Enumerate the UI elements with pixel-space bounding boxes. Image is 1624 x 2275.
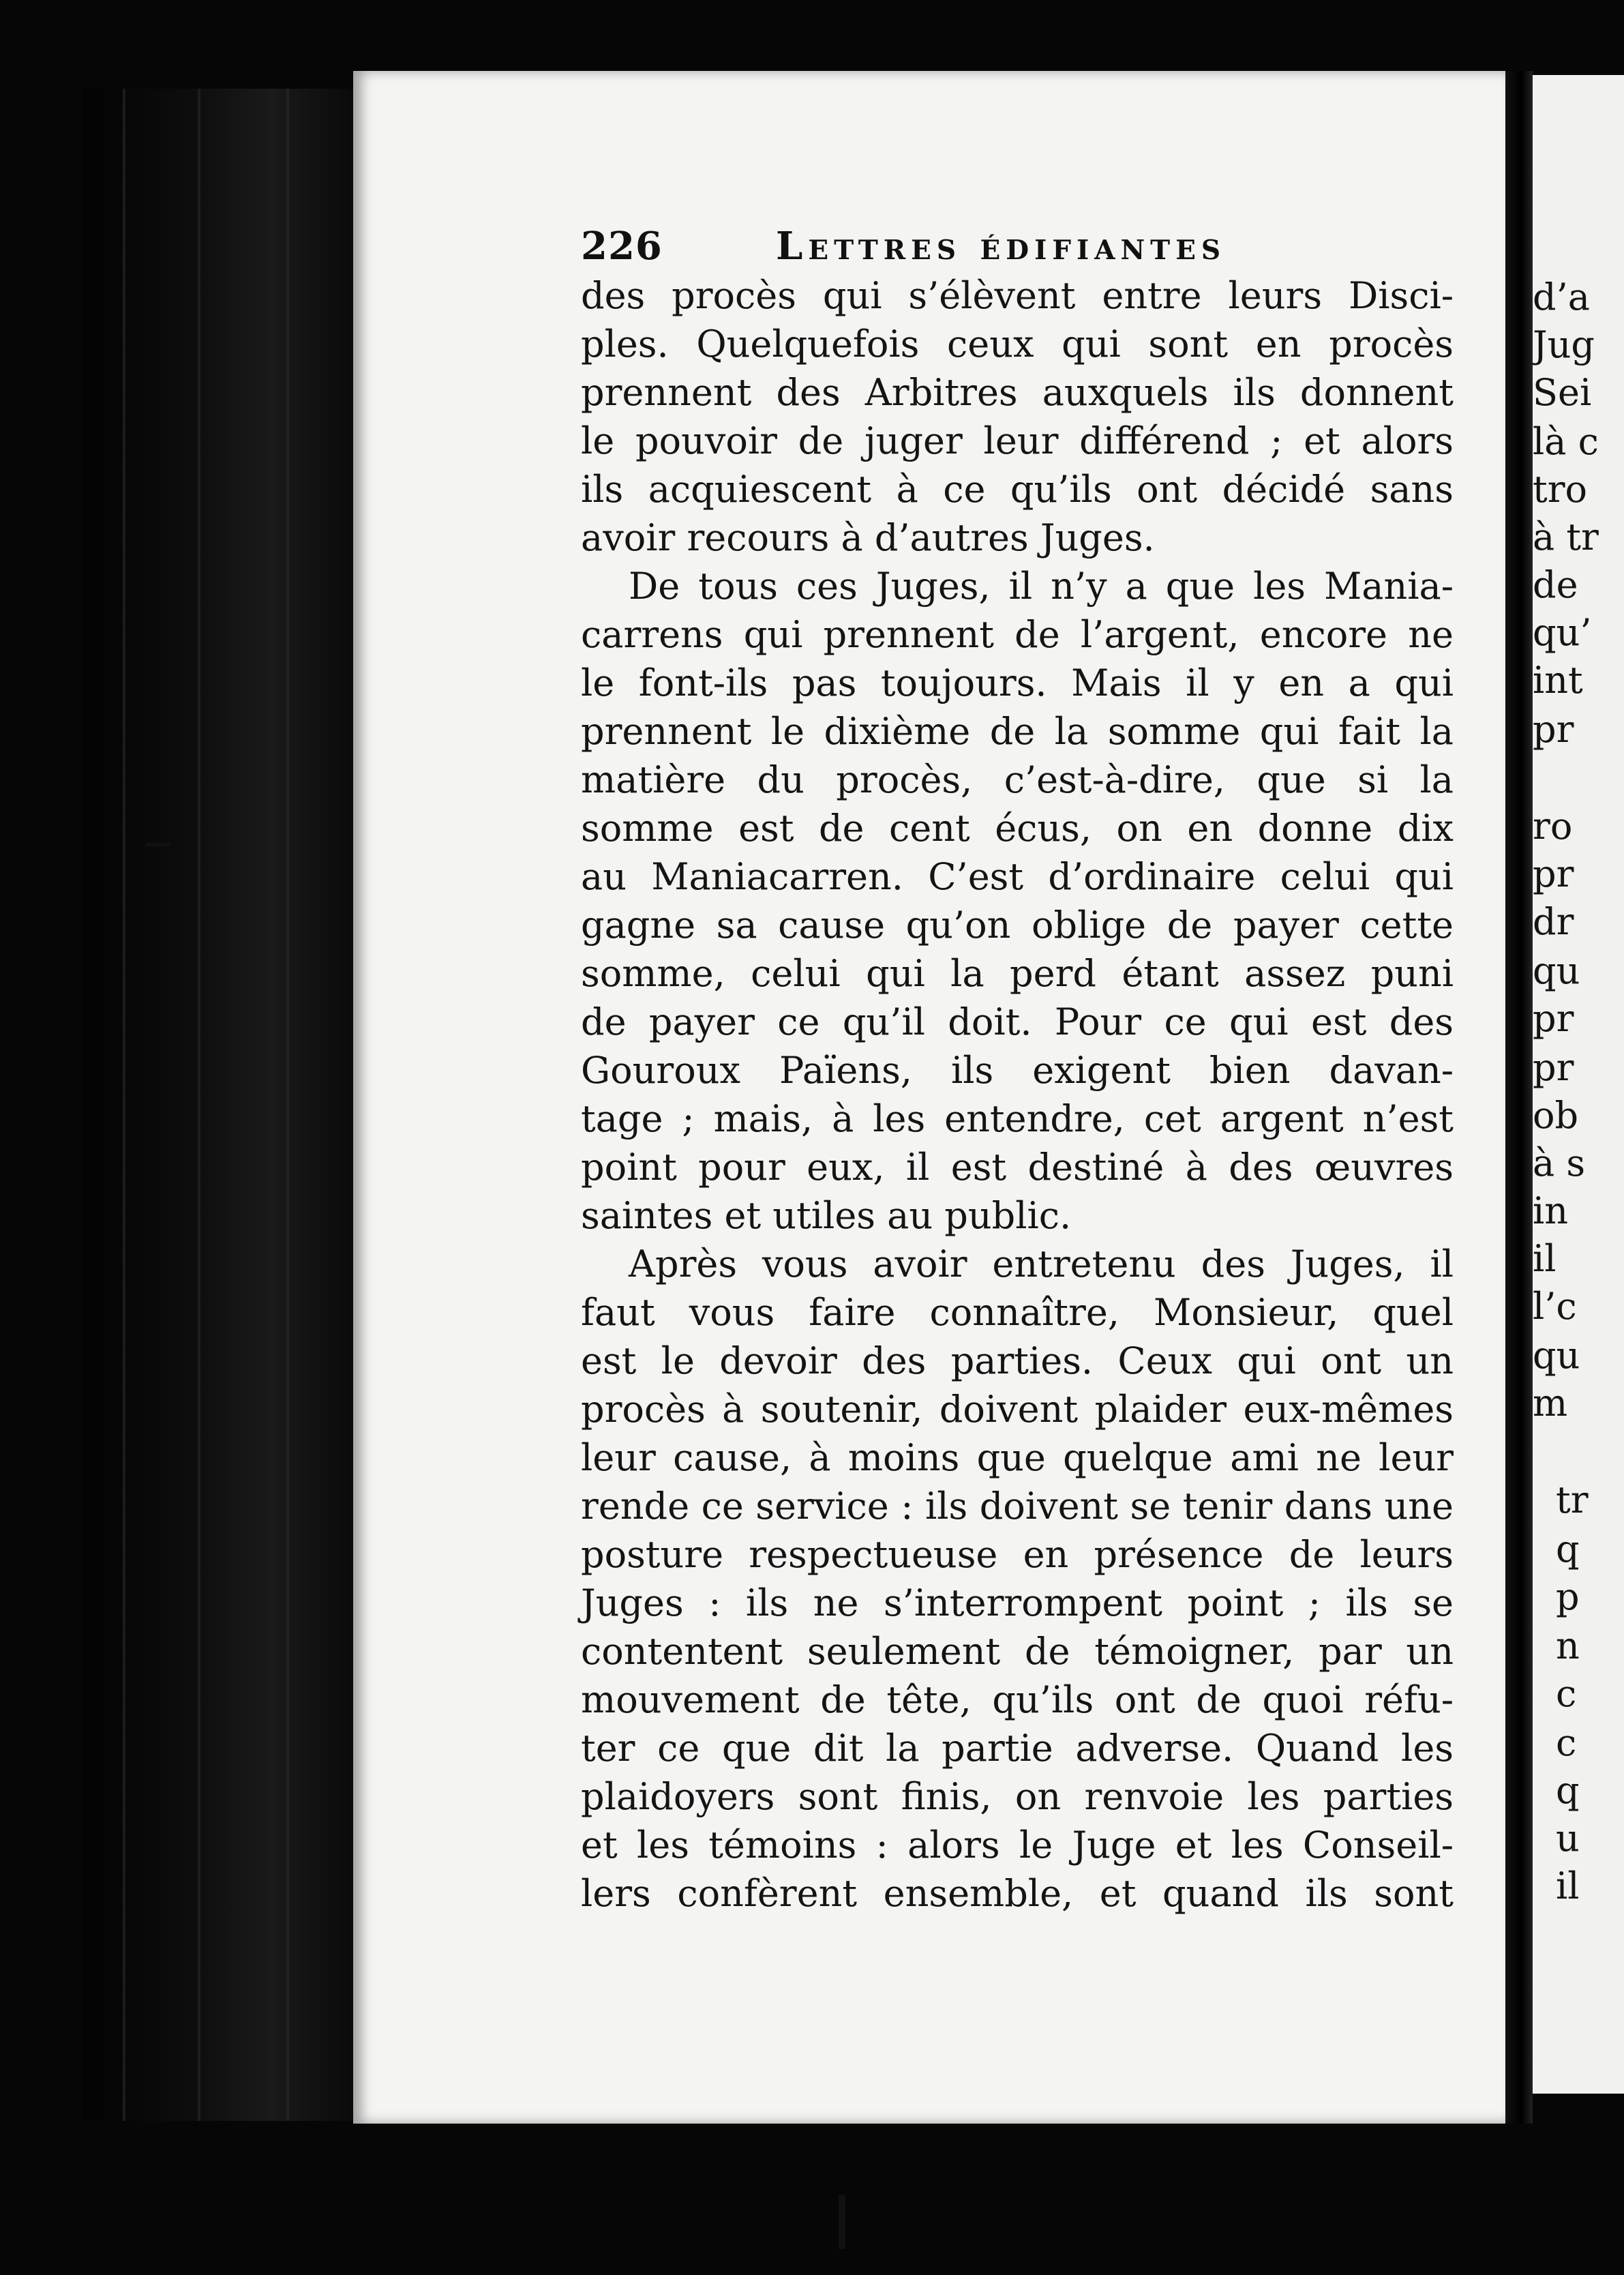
text-line: avoir recours à d’autres Juges. — [581, 516, 1155, 559]
text-line: des procès qui s’élèvent entre leurs Disci- — [581, 274, 1454, 317]
facing-page-fragment: Sei — [1533, 371, 1592, 414]
facing-page-fragment: pr — [1533, 997, 1574, 1040]
text-line: le font-ils pas toujours. Mais il y en a qui — [581, 661, 1454, 704]
text-line: lers confèrent ensemble, et quand ils sont — [581, 1872, 1454, 1915]
text-line: leur cause, à moins que quelque ami ne leur — [581, 1436, 1454, 1479]
book-title: Lettres édifiantes — [776, 224, 1227, 269]
facing-page-fragment: int — [1533, 659, 1583, 702]
text-line: somme, celui qui la perd étant assez puni — [581, 952, 1454, 995]
text-line: mouvement de tête, qu’ils ont de quoi réfu- — [581, 1678, 1454, 1721]
facing-page-fragment: d’a — [1533, 276, 1590, 318]
facing-page-fragment: il — [1556, 1864, 1580, 1907]
facing-page-fragment: ob — [1533, 1094, 1579, 1137]
facing-page-fragment: à tr — [1533, 516, 1599, 559]
text-line: De tous ces Juges, il n’y a que les Mania- — [629, 565, 1454, 608]
text-line: ples. Quelquefois ceux qui sont en procès — [581, 323, 1454, 366]
facing-page-fragment: p — [1556, 1575, 1580, 1618]
text-line: le pouvoir de juger leur différend ; et alors — [581, 419, 1454, 462]
text-line: somme est de cent écus, on en donne dix — [581, 807, 1454, 850]
facing-page-fragment: qu — [1533, 949, 1580, 992]
facing-page-fragment: q — [1556, 1528, 1580, 1571]
text-line: contentent seulement de témoigner, par un — [581, 1630, 1454, 1673]
facing-page-fragment: pr — [1533, 708, 1574, 751]
text-line: et les témoins : alors le Juge et les Conseil- — [581, 1824, 1454, 1867]
facing-page-fragment: Jug — [1533, 323, 1595, 366]
spine-shadow-line — [286, 89, 289, 2121]
text-line: au Maniacarren. C’est d’ordinaire celui qui — [581, 855, 1454, 898]
facing-page-fragment: l’c — [1533, 1285, 1577, 1328]
text-line: rende ce service : ils doivent se tenir dans une — [581, 1485, 1454, 1528]
text-line: est le devoir des parties. Ceux qui ont un — [581, 1339, 1454, 1382]
text-line: ils acquiescent à ce qu’ils ont décidé sans — [581, 468, 1454, 511]
text-line: gagne sa cause qu’on oblige de payer cette — [581, 904, 1454, 947]
running-head — [581, 224, 1440, 278]
page-gutter — [1505, 71, 1533, 2124]
spine-shadow-line — [123, 89, 125, 2121]
facing-page-fragment: pr — [1533, 1046, 1574, 1089]
text-line: tage ; mais, à les entendre, cet argent n’est — [581, 1097, 1454, 1140]
facing-page-fragment: dr — [1533, 900, 1574, 943]
text-line: prennent le dixième de la somme qui fait la — [581, 710, 1454, 753]
text-line: de payer ce qu’il doit. Pour ce qui est des — [581, 1000, 1454, 1043]
text-line: ter ce que dit la partie adverse. Quand les — [581, 1727, 1454, 1770]
facing-page-fragment: q — [1556, 1769, 1580, 1812]
facing-page-fragment: m — [1533, 1382, 1568, 1425]
text-line: Juges : ils ne s’interrompent point ; ils se — [581, 1581, 1454, 1624]
text-line: faut vous faire connaître, Monsieur, quel — [581, 1291, 1454, 1334]
text-line: prennent des Arbitres auxquels ils donnent — [581, 371, 1454, 414]
facing-page-edge — [1533, 75, 1624, 2094]
facing-page-fragment: à s — [1533, 1142, 1586, 1185]
facing-page-fragment: qu’ — [1533, 611, 1592, 654]
facing-page-fragment: c — [1556, 1721, 1577, 1764]
text-line: Après vous avoir entretenu des Juges, il — [629, 1243, 1454, 1285]
facing-page-fragment: n — [1556, 1624, 1580, 1667]
facing-page-fragment: de — [1533, 563, 1578, 606]
scan-artifact — [839, 2195, 845, 2249]
facing-page-fragment: in — [1533, 1189, 1569, 1232]
text-line: point pour eux, il est destiné à des œuvres — [581, 1146, 1454, 1189]
facing-page-fragment: pr — [1533, 852, 1574, 895]
spine-shadow-line — [198, 89, 200, 2121]
facing-page-fragment: tro — [1533, 468, 1588, 511]
text-line: procès à soutenir, doivent plaider eux-mêmes — [581, 1388, 1454, 1431]
book-spine — [82, 89, 355, 2121]
text-line: plaidoyers sont finis, on renvoie les parties — [581, 1775, 1454, 1818]
text-line: matière du procès, c’est-à-dire, que si la — [581, 758, 1454, 801]
facing-page-fragment: ro — [1533, 805, 1573, 848]
text-line: posture respectueuse en présence de leurs — [581, 1533, 1454, 1576]
text-line: saintes et utiles au public. — [581, 1194, 1072, 1237]
facing-page-fragment: tr — [1556, 1478, 1589, 1521]
body-text — [581, 271, 1454, 1918]
facing-page-fragment: il — [1533, 1237, 1557, 1280]
page-number: 226 — [581, 224, 663, 269]
facing-page-fragment: c — [1556, 1672, 1577, 1715]
facing-page-fragment: u — [1556, 1817, 1580, 1860]
text-line: Gouroux Païens, ils exigent bien davan- — [581, 1049, 1454, 1092]
scan-artifact — [146, 843, 170, 846]
facing-page-fragment: qu — [1533, 1334, 1580, 1377]
text-line: carrens qui prennent de l’argent, encore ne — [581, 613, 1454, 656]
facing-page-fragment: là c — [1533, 420, 1599, 463]
